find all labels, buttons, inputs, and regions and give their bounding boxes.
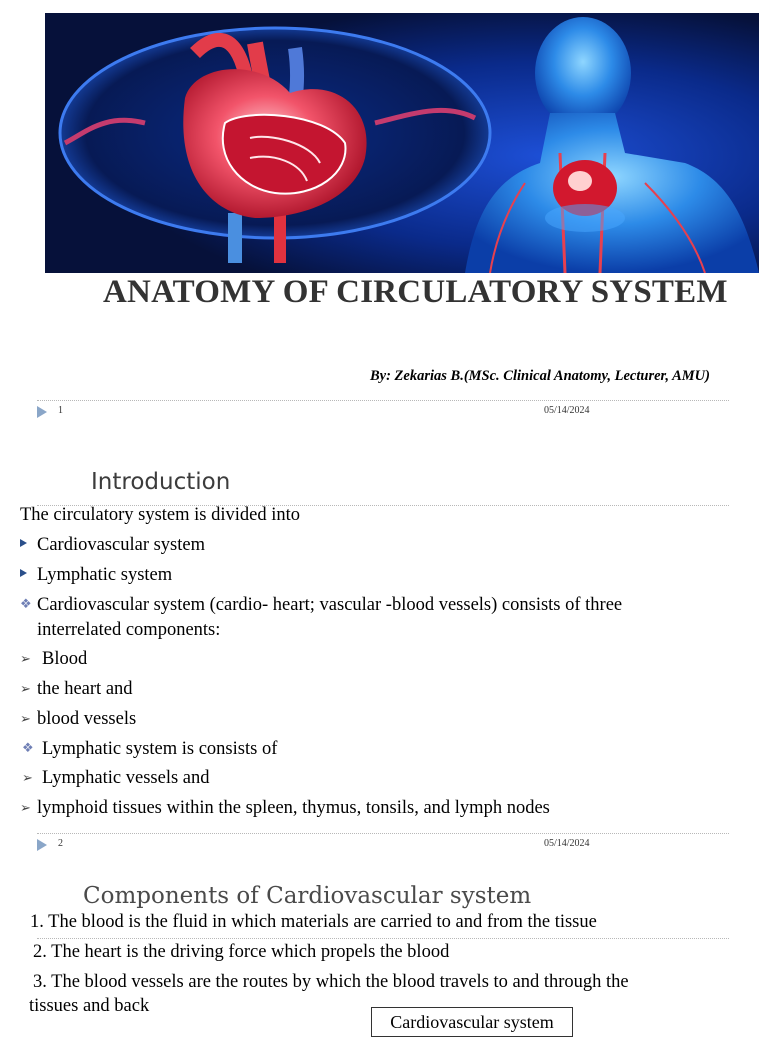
list-item: blood vessels: [37, 709, 137, 729]
arrow-bullet-icon: ➢: [22, 770, 33, 785]
slide-title: ANATOMY OF CIRCULATORY SYSTEM: [103, 274, 728, 310]
cardiovascular-system-box: Cardiovascular system: [371, 1007, 573, 1037]
section-heading-introduction: Introduction: [91, 469, 231, 495]
list-item: Lymphatic vessels and: [42, 768, 210, 788]
list-item: Lymphatic system: [37, 565, 173, 585]
slide-date: 05/14/2024: [544, 405, 590, 416]
component-line: 2. The heart is the driving force which propels the blood: [33, 942, 450, 962]
triangle-bullet-icon: [20, 539, 27, 547]
component-line: 3. The blood vessels are the routes by which the blood travels to and through the: [33, 972, 629, 992]
arrow-bullet-icon: ➢: [20, 711, 31, 726]
slide-date: 05/14/2024: [544, 838, 590, 849]
triangle-bullet-icon: [20, 569, 27, 577]
heading-underline: [37, 938, 729, 939]
list-item: Lymphatic system is consists of: [42, 739, 278, 759]
diamond-bullet-icon: ❖: [20, 596, 32, 611]
play-arrow-icon: [37, 839, 47, 851]
page-number: 1: [58, 405, 63, 416]
slide-divider: [37, 833, 729, 834]
arrow-bullet-icon: ➢: [20, 681, 31, 696]
arrow-bullet-icon: ➢: [20, 800, 31, 815]
heart-and-human-illustration: [45, 13, 759, 273]
list-item: Blood: [42, 649, 88, 669]
slide-divider: [37, 400, 729, 401]
hero-image-circulatory-system: [45, 13, 759, 273]
section-heading-components: Components of Cardiovascular system: [83, 883, 532, 909]
author-byline: By: Zekarias B.(MSc. Clinical Anatomy, Lecturer, AMU): [370, 368, 710, 384]
page-number: 2: [58, 838, 63, 849]
component-line-continuation: tissues and back: [29, 996, 150, 1016]
arrow-bullet-icon: ➢: [20, 651, 31, 666]
intro-line: The circulatory system is divided into: [20, 505, 301, 525]
component-line: 1. The blood is the fluid in which materials are carried to and from the tissue: [30, 912, 597, 932]
list-item: Cardiovascular system: [37, 535, 205, 555]
list-item: Cardiovascular system (cardio- heart; vascular -blood vessels) consists of three: [37, 595, 623, 615]
list-item: the heart and: [37, 679, 133, 699]
diamond-bullet-icon: ❖: [22, 740, 34, 755]
list-item-continuation: interrelated components:: [37, 620, 221, 640]
list-item: lymphoid tissues within the spleen, thymus, tonsils, and lymph nodes: [37, 798, 550, 818]
play-arrow-icon: [37, 406, 47, 418]
